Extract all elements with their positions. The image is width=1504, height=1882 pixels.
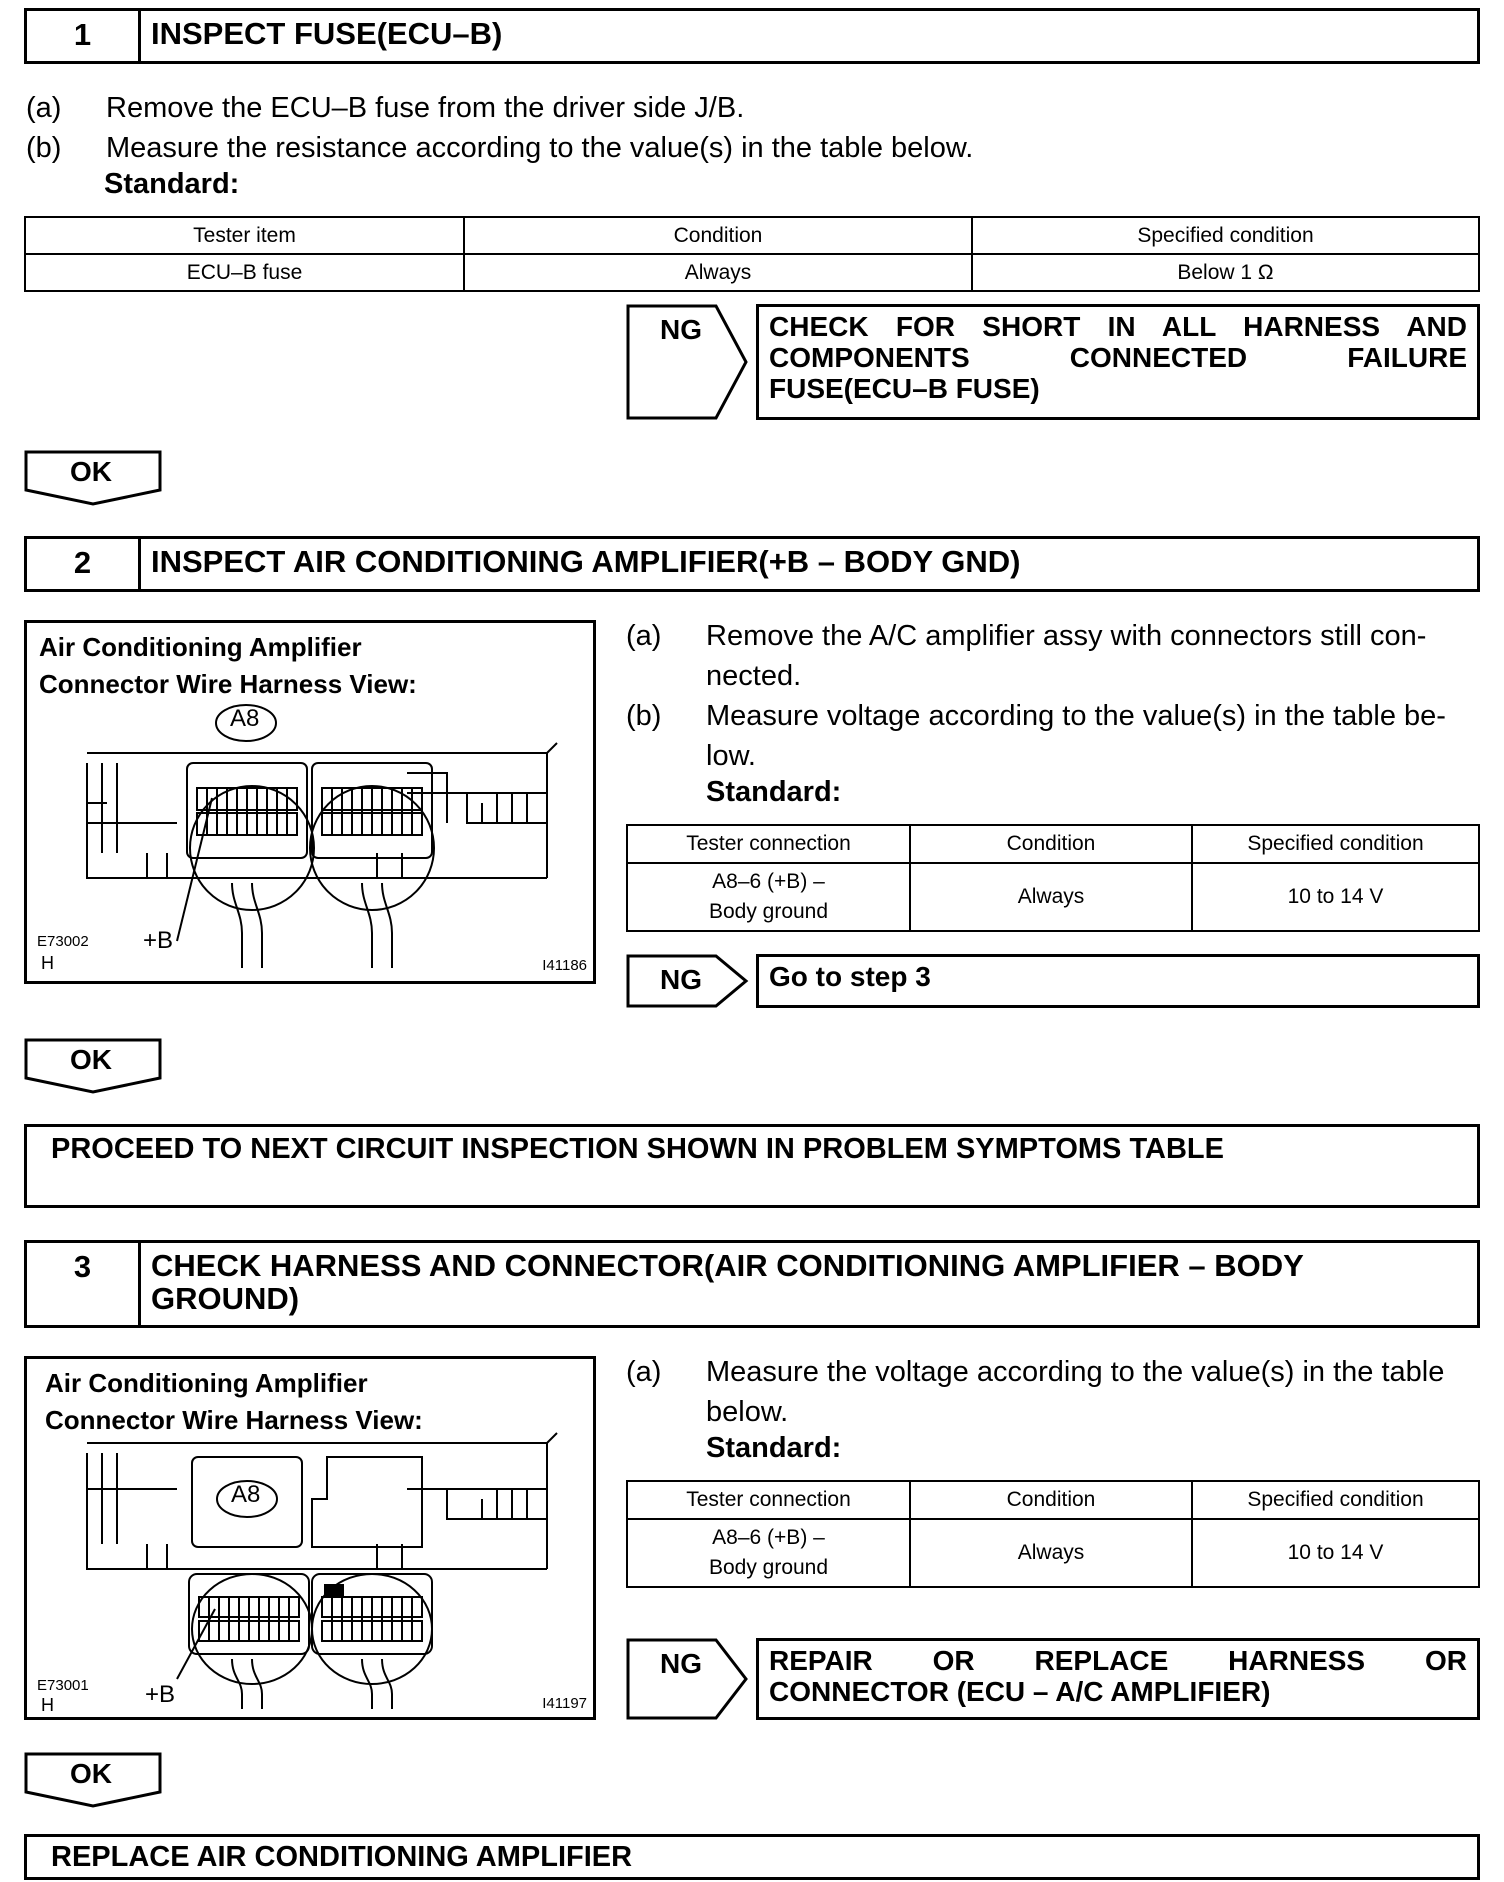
- result-box: REPLACE AIR CONDITIONING AMPLIFIER: [24, 1834, 1480, 1880]
- table-cell: 10 to 14 V: [1192, 1519, 1479, 1587]
- instruction-line: below.: [706, 1396, 789, 1428]
- ok-branch: [24, 1038, 162, 1090]
- figure-code-h: H: [41, 953, 54, 973]
- instruction-line: Measure voltage according to the value(s) in the table be-: [706, 700, 1446, 732]
- table-header: Condition: [464, 217, 972, 254]
- figure-code: E73001: [37, 1677, 89, 1694]
- table-cell: Always: [910, 863, 1192, 931]
- instruction-label: (a): [626, 1356, 662, 1388]
- connector-label: A8: [231, 1481, 261, 1508]
- instruction-line: low.: [706, 740, 756, 772]
- ng-action-line: CHECK FOR SHORT IN ALL HARNESS AND: [769, 311, 1467, 342]
- result-box: PROCEED TO NEXT CIRCUIT INSPECTION SHOWN IN PROBLEM SYMPTOMS TABLE: [24, 1124, 1480, 1208]
- figure-code: E73002: [37, 933, 89, 950]
- table-cell-line: A8–6 (+B) –: [712, 870, 825, 893]
- ng-action-line: CONNECTOR (ECU – A/C AMPLIFIER): [769, 1676, 1271, 1707]
- instruction-a: [26, 88, 1476, 128]
- table-cell: ECU–B fuse: [25, 254, 464, 291]
- figure-title-line: Connector Wire Harness View:: [39, 669, 417, 699]
- figure-title-line: Air Conditioning Amplifier: [39, 632, 362, 662]
- step-title-line: GROUND): [151, 1281, 300, 1316]
- table-cell: Below 1 Ω: [972, 254, 1479, 291]
- instruction-a: [626, 1352, 1486, 1432]
- step-number: 3: [27, 1243, 141, 1325]
- instruction-a: [626, 616, 1486, 696]
- instruction-text: [706, 696, 1486, 776]
- spec-table: [626, 824, 1480, 932]
- instruction-label: (a): [626, 620, 662, 652]
- instruction-text: Remove the ECU–B fuse from the driver side J/B.: [106, 92, 745, 124]
- connector-label: A8: [230, 705, 260, 732]
- step-title: [141, 1243, 1477, 1325]
- ng-branch: [626, 954, 752, 1008]
- table-header: Specified condition: [972, 217, 1479, 254]
- table-cell-line: Body ground: [708, 1556, 829, 1579]
- table-cell: [627, 1519, 910, 1587]
- instruction-text: [706, 616, 1486, 696]
- figure-id: I41197: [542, 1695, 587, 1712]
- table-header: Tester item: [25, 217, 464, 254]
- figure-title-line: Connector Wire Harness View:: [45, 1405, 423, 1435]
- table-header: Specified condition: [1192, 1481, 1479, 1519]
- table-header: Condition: [910, 825, 1192, 863]
- instruction-b: [626, 696, 1486, 776]
- ng-action-line: FUSE(ECU–B FUSE): [769, 373, 1040, 404]
- instruction-line: Remove the A/C amplifier assy with connectors still con-: [706, 620, 1427, 652]
- step-title: INSPECT AIR CONDITIONING AMPLIFIER(+B – BODY GND): [151, 544, 1021, 579]
- ok-label: OK: [70, 456, 112, 487]
- ng-action-line: REPAIR OR REPLACE HARNESS OR: [769, 1645, 1467, 1676]
- table-header: Specified condition: [1192, 825, 1479, 863]
- table-header: Tester connection: [627, 1481, 910, 1519]
- instruction-b: [26, 128, 1476, 168]
- ng-action: [756, 954, 1480, 1008]
- ok-branch: [24, 450, 162, 502]
- figure-code-h: H: [41, 1695, 54, 1715]
- ng-action: [756, 1638, 1480, 1720]
- ng-branch: [626, 1638, 752, 1720]
- figure-id: I41186: [542, 957, 587, 974]
- spec-table: [24, 216, 1480, 292]
- ng-label: NG: [660, 1648, 702, 1679]
- step-number: 1: [27, 11, 141, 61]
- connector-figure: [24, 620, 596, 984]
- table-cell: Always: [910, 1519, 1192, 1587]
- connector-diagram: [27, 623, 593, 981]
- ng-action-line: Go to step 3: [769, 961, 931, 992]
- table-cell: Always: [464, 254, 972, 291]
- connector-figure: [24, 1356, 596, 1720]
- step-title-line: CHECK HARNESS AND CONNECTOR(AIR CONDITIONING AMPLIFIER – BODY: [151, 1248, 1304, 1283]
- table-cell: 10 to 14 V: [1192, 863, 1479, 931]
- step-1-header: [24, 8, 1480, 64]
- table-header: Tester connection: [627, 825, 910, 863]
- pin-label: +B: [145, 1681, 176, 1708]
- standard-label: Standard:: [104, 168, 240, 200]
- instruction-line: Measure the voltage according to the value(s) in the table: [706, 1356, 1445, 1388]
- connector-diagram: [27, 1359, 593, 1717]
- step-3-header: [24, 1240, 1480, 1328]
- ok-label: OK: [70, 1044, 112, 1075]
- table-header: Condition: [910, 1481, 1192, 1519]
- pin-label: +B: [143, 927, 174, 954]
- ok-label: OK: [70, 1758, 112, 1789]
- table-cell-line: A8–6 (+B) –: [712, 1526, 825, 1549]
- ng-action: [756, 304, 1480, 420]
- ng-action-line: COMPONENTS CONNECTED FAILURE: [769, 342, 1467, 373]
- spec-table: [626, 1480, 1480, 1588]
- step-number: 2: [27, 539, 141, 589]
- instruction-label: (b): [26, 132, 62, 164]
- step-2-header: [24, 536, 1480, 592]
- table-cell-line: Body ground: [708, 900, 829, 923]
- standard-label: Standard:: [706, 1432, 842, 1464]
- instruction-text: Measure the resistance according to the value(s) in the table below.: [106, 132, 974, 164]
- instruction-text: [706, 1352, 1486, 1432]
- table-cell: [627, 863, 910, 931]
- standard-label: Standard:: [706, 776, 842, 808]
- instruction-label: (a): [26, 92, 62, 124]
- ng-label: NG: [660, 964, 702, 995]
- ng-label: NG: [660, 314, 702, 345]
- instruction-line: nected.: [706, 660, 802, 692]
- ok-branch: [24, 1752, 162, 1804]
- ng-branch: [626, 304, 752, 420]
- figure-title-line: Air Conditioning Amplifier: [45, 1368, 368, 1398]
- instruction-label: (b): [626, 700, 662, 732]
- step-title: INSPECT FUSE(ECU–B): [151, 16, 503, 51]
